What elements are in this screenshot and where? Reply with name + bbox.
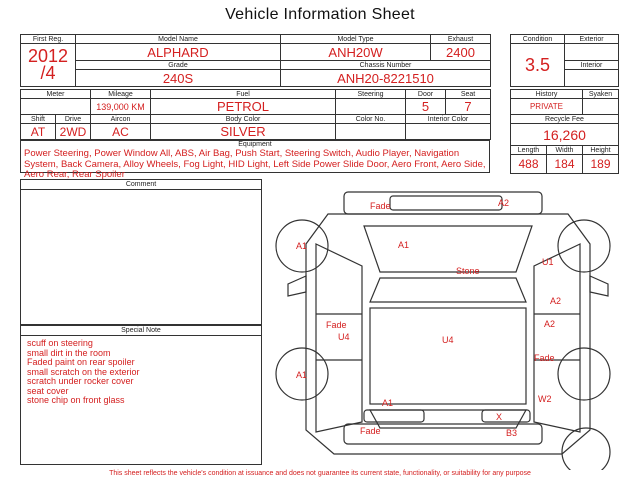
hood-outline — [364, 226, 532, 272]
special-note-item: small dirt in the room — [27, 347, 111, 358]
interior-value — [565, 70, 619, 87]
body-color-value: SILVER — [151, 124, 336, 140]
fuel-value: PETROL — [151, 99, 336, 115]
damage-w2: W2 — [538, 394, 552, 404]
roof-outline — [370, 308, 526, 404]
grade-value: 240S — [76, 70, 281, 87]
drive-label: Drive — [56, 115, 91, 124]
first-reg-value — [21, 44, 76, 87]
damage-a2-top: A2 — [498, 198, 510, 208]
damage-fade-bottom: Fade — [360, 426, 381, 436]
special-note-item: Faded paint on rear spoiler — [27, 357, 135, 367]
wheel-rear-right — [558, 348, 610, 400]
body-color-label: Body Color — [151, 115, 336, 124]
model-name-label: Model Name — [76, 35, 281, 44]
meter-label: Meter — [21, 90, 91, 99]
meter-value — [21, 99, 91, 115]
first-reg-month: /4 — [40, 63, 56, 83]
history-value: PRIVATE — [511, 99, 583, 115]
special-note-item: stone chip on front glass — [27, 395, 125, 405]
windshield-outline — [370, 278, 526, 302]
equipment-label: Equipment — [238, 141, 272, 148]
special-note-item: scratch under rocker cover — [27, 376, 134, 386]
condition-score: 3.5 — [511, 44, 565, 87]
special-note-item: scuff on steering — [27, 338, 93, 348]
damage-a1-hood: A1 — [398, 240, 410, 250]
damage-u4-roof: U4 — [442, 335, 454, 345]
header-table — [20, 34, 491, 87]
side-table — [510, 89, 619, 174]
car-damage-diagram — [268, 184, 628, 470]
chassis-value: ANH20-8221510 — [281, 70, 491, 87]
seat-label: Seat — [446, 90, 491, 99]
damage-fade-top: Fade — [370, 201, 391, 211]
damage-u4-left: U4 — [338, 332, 350, 342]
color-no-value — [336, 124, 406, 140]
fuel-label: Fuel — [151, 90, 336, 99]
aircon-value: AC — [91, 124, 151, 140]
special-note-list — [21, 336, 261, 409]
exterior-label: Exterior — [565, 35, 619, 44]
first-reg-label: First Reg. — [21, 35, 76, 44]
condition-label: Condition — [511, 35, 565, 44]
model-type-label: Model Type — [281, 35, 431, 44]
spare-wheel — [562, 428, 610, 470]
shift-label: Shift — [21, 115, 56, 124]
special-note-item: seat cover — [27, 385, 69, 396]
special-note-label: Special Note — [21, 326, 261, 336]
steering-label: Steering — [336, 90, 406, 99]
drive-value: 2WD — [56, 124, 91, 140]
right-mirror — [590, 276, 608, 296]
equipment-text: Power Steering, Power Window All, ABS, Air Bag, Push Start, Steering Switch, Audio Player, Navigation System, Back Camera, Alloy Wheels, Fog Light, HID Light, Left Side Power Slide Door, Aero Front, Aero Side, Aero Rear, Rear Spoiler — [24, 148, 486, 180]
damage-b3: B3 — [506, 428, 518, 438]
model-type-value: ANH20W — [281, 44, 431, 61]
special-note-item: small scratch on the exterior — [27, 366, 140, 377]
disclaimer-footer: This sheet reflects the vehicle's condition at issuance and does not guarantee its current state, functionality, or suitability for any purpose — [109, 470, 531, 477]
aircon-label: Aircon — [91, 115, 151, 124]
syaken-value — [583, 99, 619, 115]
exhaust-value: 2400 — [431, 44, 491, 61]
steering-value — [336, 99, 406, 115]
recycle-fee-label: Recycle Fee — [511, 115, 619, 124]
damage-x: X — [496, 412, 503, 422]
grade-label: Grade — [76, 61, 281, 70]
first-reg-year: 2012 — [27, 46, 69, 66]
height-value: 189 — [583, 155, 619, 174]
exhaust-label: Exhaust — [431, 35, 491, 44]
specs-table — [20, 89, 491, 140]
chassis-label: Chassis Number — [281, 61, 491, 70]
damage-a1-rear: A1 — [382, 398, 394, 408]
wheel-front-right — [558, 220, 610, 272]
left-mirror — [288, 276, 306, 296]
door-label: Door — [406, 90, 446, 99]
exterior-value — [565, 44, 619, 61]
damage-fade-left: Fade — [326, 320, 347, 330]
damage-a2-right-mid: A2 — [544, 319, 556, 329]
comment-box — [20, 179, 262, 325]
rear-window-outline — [370, 410, 526, 428]
length-value: 488 — [511, 155, 547, 174]
interior-color-value — [406, 124, 491, 140]
shift-value: AT — [21, 124, 56, 140]
mileage-label: Mileage — [91, 90, 151, 99]
history-label: History — [511, 90, 583, 99]
length-label: Length — [511, 146, 547, 155]
front-bumper-inner — [390, 196, 502, 210]
damage-u1: U1 — [542, 257, 554, 267]
width-value: 184 — [547, 155, 583, 174]
door-value: 5 — [406, 99, 446, 115]
comment-label: Comment — [21, 180, 261, 190]
color-no-label: Color No. — [336, 115, 406, 124]
height-label: Height — [583, 146, 619, 155]
equipment-box — [20, 140, 490, 180]
condition-table — [510, 34, 619, 87]
damage-stone: Stone — [456, 266, 480, 276]
syaken-label: Syaken — [583, 90, 619, 99]
model-name-value: ALPHARD — [76, 44, 281, 61]
interior-color-label: Interior Color — [406, 115, 491, 124]
damage-fade-right: Fade — [534, 353, 555, 363]
interior-label: Interior — [565, 61, 619, 70]
recycle-fee-value: 16,260 — [511, 124, 619, 146]
damage-a1-front-left: A1 — [296, 241, 308, 251]
damage-a2-right-front: A2 — [550, 296, 562, 306]
seat-value: 7 — [446, 99, 491, 115]
sheet-title: Vehicle Information Sheet — [225, 6, 415, 23]
damage-a1-rear-left: A1 — [296, 370, 308, 380]
width-label: Width — [547, 146, 583, 155]
special-note-box — [20, 325, 262, 465]
mileage-value: 139,000 KM — [91, 99, 151, 115]
